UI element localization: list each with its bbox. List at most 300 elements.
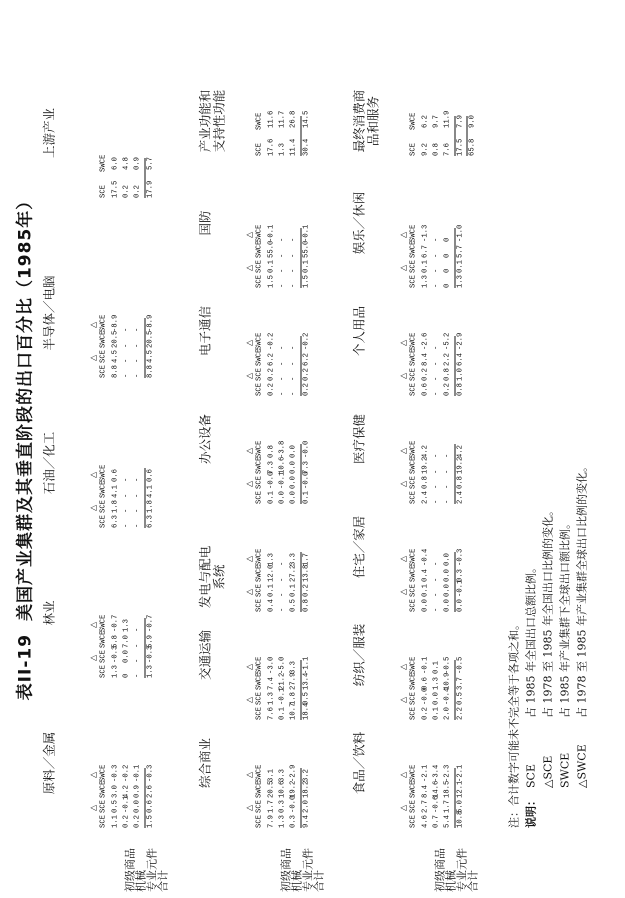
table-cell: -2.3 bbox=[443, 764, 451, 782]
table-row bbox=[110, 548, 121, 678]
table-cell: 3.3 bbox=[289, 661, 297, 674]
table-cell: 0.6 bbox=[421, 677, 429, 690]
grand-total-cell: 9.0 bbox=[468, 115, 476, 128]
total-cell: 1.3 bbox=[146, 665, 154, 678]
table-cell: 1.3 bbox=[267, 553, 275, 566]
row-label: 专业元件 bbox=[145, 848, 158, 892]
table-cell: -2.6 bbox=[421, 332, 429, 350]
total-cell: 0.0 bbox=[456, 599, 464, 612]
total-cell: 19.2 bbox=[456, 456, 464, 474]
table-cell: - bbox=[432, 268, 440, 273]
total-cell: 17.5 bbox=[456, 138, 464, 156]
cluster-name: 上游产业 bbox=[41, 108, 56, 159]
total-cell: 30.4 bbox=[302, 138, 310, 156]
table-cell: -0.1 bbox=[133, 764, 141, 782]
table-cell: 5.8 bbox=[111, 635, 119, 648]
total-cell: 6.3 bbox=[146, 515, 154, 528]
column-header: SCE bbox=[255, 143, 263, 156]
row-label: 初级商品 bbox=[433, 848, 446, 892]
table-cell: -0.7 bbox=[111, 614, 119, 632]
total-cell: -0.1 bbox=[302, 224, 310, 242]
column-header: SCE bbox=[409, 584, 417, 597]
row-label: 初级商品 bbox=[279, 848, 292, 892]
legend-key: SCE bbox=[524, 764, 537, 788]
row-label: 机械 bbox=[134, 870, 147, 892]
column-header: SCE bbox=[255, 584, 263, 597]
cluster-name: 半导体／电脑 bbox=[41, 275, 56, 351]
total-cell: -0.2 bbox=[302, 332, 310, 350]
row-label: 合计 bbox=[156, 870, 169, 892]
total-cell: -0.0 bbox=[302, 440, 310, 458]
total-cell: 0.8 bbox=[456, 383, 464, 396]
total-cell: 55.0 bbox=[302, 240, 310, 258]
table-cell: - bbox=[443, 469, 451, 474]
table-cell: - bbox=[289, 391, 297, 396]
table-cell: 0.0 bbox=[278, 491, 286, 504]
column-header: SCE bbox=[255, 599, 263, 612]
table-row bbox=[110, 398, 121, 528]
delta-icon: △ bbox=[88, 354, 97, 361]
table-cell: 27.2 bbox=[289, 564, 297, 582]
table-cell: 55.0 bbox=[267, 240, 275, 258]
table-cell: 0.2 bbox=[122, 815, 130, 828]
table-title: 美国产业集群及其垂直阶段的出口百分比（1985年） bbox=[15, 191, 35, 622]
total-cell: 20.5 bbox=[146, 330, 154, 348]
column-header: SCE bbox=[409, 368, 417, 381]
total-cell: 0.2 bbox=[302, 584, 310, 597]
total-cell: 0.5 bbox=[302, 692, 310, 705]
table-cell: - bbox=[133, 673, 141, 678]
column-headers bbox=[98, 698, 109, 828]
table-cell: 0 bbox=[443, 268, 451, 273]
table-cell: -3.4 bbox=[432, 764, 440, 782]
column-header: SWCE bbox=[255, 656, 263, 674]
table-row bbox=[431, 158, 442, 288]
table-cell: 19.2 bbox=[289, 780, 297, 798]
table-cell: 0.1 bbox=[432, 707, 440, 720]
table-cell: 7.6 bbox=[267, 707, 275, 720]
delta-icon: △ bbox=[88, 321, 97, 328]
table-cell: -0.0 bbox=[267, 471, 275, 489]
table-cell: - bbox=[432, 453, 440, 458]
total-cell: 2.2 bbox=[456, 707, 464, 720]
row-label: 初级商品 bbox=[123, 848, 136, 892]
table-cell: -0.2 bbox=[267, 332, 275, 350]
table-cell: 12.0 bbox=[267, 564, 275, 582]
table-cell: 1.3 bbox=[267, 692, 275, 705]
table-cell: - bbox=[432, 345, 440, 350]
total-cell: 13.4 bbox=[302, 672, 310, 690]
total-cell: -0.5 bbox=[456, 656, 464, 674]
table-cell: 5.4 bbox=[443, 815, 451, 828]
table-cell: 0.1 bbox=[421, 260, 429, 273]
table-cell: - bbox=[432, 253, 440, 258]
column-header: SCE bbox=[99, 815, 107, 828]
column-header: SCE bbox=[255, 815, 263, 828]
table-cell: 1.1 bbox=[111, 815, 119, 828]
table-cell: 0.0 bbox=[289, 445, 297, 458]
total-cell: 0.8 bbox=[302, 599, 310, 612]
table-row bbox=[277, 26, 288, 156]
total-cell: 14.5 bbox=[302, 110, 310, 128]
table-cell: 11.6 bbox=[267, 110, 275, 128]
total-cell: 6.4 bbox=[456, 353, 464, 366]
total-cell: 13.8 bbox=[302, 564, 310, 582]
delta-markers bbox=[88, 698, 98, 828]
table-cell: 4.2 bbox=[421, 445, 429, 458]
table-cell: 8.4 bbox=[421, 353, 429, 366]
column-headers bbox=[254, 158, 265, 288]
column-headers bbox=[98, 68, 109, 198]
table-cell: - bbox=[278, 376, 286, 381]
total-cell: 7.3 bbox=[302, 461, 310, 474]
table-cell: 2.0 bbox=[443, 707, 451, 720]
table-number: 表II-19 bbox=[15, 633, 35, 701]
table-cell: -0.0 bbox=[289, 795, 297, 813]
table-row bbox=[442, 26, 453, 156]
total-cell: 18.4 bbox=[302, 702, 310, 720]
cluster-name: 发电与配电系统 bbox=[197, 545, 226, 609]
delta-icon: △ bbox=[398, 696, 407, 703]
column-headers bbox=[98, 248, 109, 378]
table-cell: -2.9 bbox=[289, 764, 297, 782]
row-labels bbox=[280, 830, 324, 892]
table-cell: - bbox=[278, 268, 286, 273]
total-cell: 1.7 bbox=[302, 553, 310, 566]
table-cell: 0.0 bbox=[133, 800, 141, 813]
table-cell: 21.2 bbox=[278, 672, 286, 690]
table-cell: - bbox=[278, 391, 286, 396]
table-cell: 0.1 bbox=[421, 584, 429, 597]
delta-icon: △ bbox=[244, 696, 253, 703]
column-header: SCE bbox=[255, 692, 263, 705]
column-header: SWCE bbox=[409, 224, 417, 242]
table-row bbox=[266, 158, 277, 288]
total-cell: 10.8 bbox=[456, 810, 464, 828]
total-cell: 0.2 bbox=[302, 383, 310, 396]
table-cell: - bbox=[432, 361, 440, 366]
table-cell: 4.8 bbox=[122, 157, 130, 170]
total-row bbox=[301, 158, 312, 288]
table-cell: 0.0 bbox=[289, 461, 297, 474]
table-cell: 9.2 bbox=[421, 143, 429, 156]
cluster-name: 交通运输 bbox=[197, 630, 212, 681]
table-cell: 6.7 bbox=[421, 245, 429, 258]
table-cell: 0.1 bbox=[267, 491, 275, 504]
row-label: 机械 bbox=[444, 870, 457, 892]
table-cell: - bbox=[432, 283, 440, 288]
total-cell: 8.8 bbox=[146, 365, 154, 378]
total-cell: 2.0 bbox=[302, 800, 310, 813]
table-cell: 7.6 bbox=[443, 143, 451, 156]
total-cell: 0.6 bbox=[146, 469, 154, 482]
table-cell: 1.8 bbox=[111, 500, 119, 513]
column-header: SWCE bbox=[99, 480, 107, 498]
column-header: SCE bbox=[409, 692, 417, 705]
table-cell: 0.0 bbox=[443, 553, 451, 566]
table-cell: 0.9 bbox=[133, 785, 141, 798]
delta-icon: △ bbox=[398, 231, 407, 238]
table-row bbox=[442, 158, 453, 288]
table-cell: 0.1 bbox=[278, 707, 286, 720]
column-header: SWCE bbox=[409, 112, 417, 130]
table-cell: 0.7 bbox=[432, 815, 440, 828]
delta-markers bbox=[398, 158, 408, 288]
cluster-name: 综合商业 bbox=[197, 738, 212, 789]
total-cell: 5.7 bbox=[456, 245, 464, 258]
legend-line-2 bbox=[539, 28, 556, 828]
table-cell: - bbox=[432, 607, 440, 612]
table-cell: 3.3 bbox=[278, 769, 286, 782]
table-cell: 8.4 bbox=[421, 785, 429, 798]
table-cell: 1.3 bbox=[432, 677, 440, 690]
table-cell: - bbox=[133, 508, 141, 513]
delta-icon: △ bbox=[244, 372, 253, 379]
row-label: 合计 bbox=[466, 870, 479, 892]
legend-key: SWCE bbox=[558, 752, 571, 788]
column-header: SCE bbox=[409, 275, 417, 288]
table-cell: -0.3 bbox=[111, 764, 119, 782]
delta-icon: △ bbox=[398, 447, 407, 454]
delta-icon: △ bbox=[244, 339, 253, 346]
table-cell: - bbox=[289, 268, 297, 273]
table-cell: 0.3 bbox=[289, 815, 297, 828]
table-cell: 0.8 bbox=[443, 368, 451, 381]
total-cell: -0.3 bbox=[146, 764, 154, 782]
table-cell: 11.7 bbox=[278, 110, 286, 128]
table-cell: -2.1 bbox=[421, 764, 429, 782]
delta-icon: △ bbox=[244, 231, 253, 238]
table-cell: 0.2 bbox=[267, 383, 275, 396]
column-headers bbox=[98, 398, 109, 528]
table-row bbox=[420, 26, 431, 156]
table-row bbox=[288, 26, 299, 156]
column-header: SWCE bbox=[409, 332, 417, 350]
row-labels bbox=[124, 830, 168, 892]
cluster-name: 办公设备 bbox=[197, 414, 212, 465]
cluster-name: 住宅／家居 bbox=[351, 515, 366, 579]
delta-icon: △ bbox=[398, 663, 407, 670]
table-cell: - bbox=[133, 343, 141, 348]
table-row bbox=[132, 698, 143, 828]
table-row bbox=[110, 698, 121, 828]
table-row bbox=[431, 26, 442, 156]
total-cell: 1.5 bbox=[302, 275, 310, 288]
column-header: SCE bbox=[99, 665, 107, 678]
column-header: SWCE bbox=[409, 548, 417, 566]
delta-icon: △ bbox=[244, 771, 253, 778]
table-row bbox=[121, 548, 132, 678]
table-cell: 6.0 bbox=[111, 157, 119, 170]
total-cell: -2.1 bbox=[456, 764, 464, 782]
table-cell: -0.0 bbox=[421, 687, 429, 705]
grand-total-cell: 65.8 bbox=[468, 138, 476, 156]
delta-icon: △ bbox=[244, 447, 253, 454]
delta-icon: △ bbox=[244, 588, 253, 595]
table-cell: - bbox=[443, 499, 451, 504]
column-header: SWCE bbox=[409, 656, 417, 674]
table-cell: -8.9 bbox=[111, 314, 119, 332]
table-cell: 7.0 bbox=[122, 635, 130, 648]
column-header: SWCE bbox=[255, 112, 263, 130]
table-cell: 0.1 bbox=[267, 260, 275, 273]
column-header: SCE bbox=[409, 800, 417, 813]
cluster-name: 娱乐／休闲 bbox=[351, 191, 366, 255]
column-header: SWCE bbox=[99, 764, 107, 782]
column-header: SCE bbox=[255, 476, 263, 489]
table-row bbox=[132, 398, 143, 528]
table-row bbox=[420, 158, 431, 288]
table-cell: 17.5 bbox=[111, 180, 119, 198]
total-row bbox=[455, 26, 466, 156]
table-cell: - bbox=[133, 327, 141, 332]
legend-line-1 bbox=[522, 28, 539, 828]
table-cell: - bbox=[432, 499, 440, 504]
column-header: SCE bbox=[99, 650, 107, 663]
table-cell: 0.4 bbox=[421, 569, 429, 582]
legend-text: 占 1985 年全国出口总额比例。 bbox=[524, 562, 537, 718]
table-cell: - bbox=[133, 627, 141, 632]
table-cell: - bbox=[122, 343, 130, 348]
delta-icon: △ bbox=[244, 264, 253, 271]
table-cell: - bbox=[278, 561, 286, 566]
total-cell: 2.6 bbox=[146, 785, 154, 798]
delta-icon: △ bbox=[244, 480, 253, 487]
total-cell: 3.2 bbox=[302, 769, 310, 782]
column-header: SCE bbox=[99, 515, 107, 528]
column-header: SCE bbox=[99, 800, 107, 813]
column-header: SCE bbox=[255, 707, 263, 720]
total-row bbox=[145, 68, 156, 198]
table-cell: 0.0 bbox=[289, 476, 297, 489]
legend-key: △SWCE bbox=[575, 744, 588, 788]
total-row bbox=[301, 26, 312, 156]
table-cell: 1.3 bbox=[111, 665, 119, 678]
table-cell: 7.9 bbox=[267, 815, 275, 828]
table-cell: 0.2 bbox=[133, 185, 141, 198]
table-row bbox=[121, 248, 132, 378]
column-header: SCE bbox=[255, 800, 263, 813]
table-cell: - bbox=[432, 391, 440, 396]
table-cell: 18.5 bbox=[443, 780, 451, 798]
table-cell: - bbox=[278, 592, 286, 597]
table-row bbox=[121, 68, 132, 198]
row-label: 机械 bbox=[290, 870, 303, 892]
table-cell: -5.0 bbox=[278, 656, 286, 674]
delta-markers bbox=[88, 548, 98, 678]
column-header: SWCE bbox=[409, 764, 417, 782]
table-cell: -1.3 bbox=[421, 224, 429, 242]
table-cell: 0.9 bbox=[133, 157, 141, 170]
column-header: SWCE bbox=[255, 548, 263, 566]
table-cell: 3.3 bbox=[289, 553, 297, 566]
table-cell: 0.2 bbox=[122, 185, 130, 198]
column-header: SCE bbox=[409, 260, 417, 273]
total-row bbox=[455, 158, 466, 288]
table-row bbox=[132, 548, 143, 678]
total-cell: 9.4 bbox=[302, 815, 310, 828]
column-header: SCE bbox=[99, 500, 107, 513]
table-cell: 0.6 bbox=[111, 469, 119, 482]
delta-icon: △ bbox=[88, 471, 97, 478]
table-cell: 1.8 bbox=[289, 692, 297, 705]
total-cell: 0.5 bbox=[456, 692, 464, 705]
table-cell: - bbox=[278, 283, 286, 288]
delta-icon: △ bbox=[244, 555, 253, 562]
column-header: SWCE bbox=[255, 440, 263, 458]
table-cell: 1.3 bbox=[278, 143, 286, 156]
column-headers bbox=[254, 26, 265, 156]
table-cell: - bbox=[289, 376, 297, 381]
table-row bbox=[266, 26, 277, 156]
table-cell: 19.2 bbox=[421, 456, 429, 474]
cluster-name: 个人用品 bbox=[351, 306, 366, 357]
column-header: SWCE bbox=[255, 332, 263, 350]
table-cell: 4.6 bbox=[421, 815, 429, 828]
total-cell: -0.7 bbox=[146, 614, 154, 632]
table-cell: 1.3 bbox=[122, 619, 130, 632]
column-header: SWCE bbox=[409, 780, 417, 798]
total-cell: 4.5 bbox=[146, 350, 154, 363]
delta-icon: △ bbox=[398, 372, 407, 379]
delta-icon: △ bbox=[88, 771, 97, 778]
table-cell: -3.0 bbox=[267, 656, 275, 674]
table-cell: 0.5 bbox=[289, 599, 297, 612]
table-cell: 0.0 bbox=[432, 692, 440, 705]
column-header: SWCE bbox=[99, 614, 107, 632]
table-cell: - bbox=[289, 283, 297, 288]
table-cell: - bbox=[432, 484, 440, 489]
column-header: SCE bbox=[255, 275, 263, 288]
table-cell: 10.6 bbox=[278, 780, 286, 798]
column-header: SWCE bbox=[255, 564, 263, 582]
cluster-name: 最终消费商品和服务 bbox=[351, 89, 380, 153]
table-cell: -0.1 bbox=[278, 471, 286, 489]
table-cell: 0.5 bbox=[111, 800, 119, 813]
table-cell: 20.5 bbox=[267, 780, 275, 798]
column-header: SWCE bbox=[99, 154, 107, 172]
cluster-name: 石油／化工 bbox=[41, 431, 56, 495]
table-cell: 7.3 bbox=[267, 461, 275, 474]
table-cell: - bbox=[289, 253, 297, 258]
delta-icon: △ bbox=[244, 663, 253, 670]
cluster-name: 原料／金属 bbox=[41, 731, 56, 795]
table-cell: 6.3 bbox=[111, 515, 119, 528]
cluster-name: 食品／饮料 bbox=[351, 731, 366, 795]
table-cell: - bbox=[278, 607, 286, 612]
table-cell: 6.2 bbox=[267, 353, 275, 366]
table-cell: -3.8 bbox=[278, 440, 286, 458]
table-cell: -0.4 bbox=[443, 687, 451, 705]
total-cell: -2.9 bbox=[456, 332, 464, 350]
table-cell: 0.8 bbox=[267, 445, 275, 458]
table-cell: 0.2 bbox=[133, 815, 141, 828]
delta-icon: △ bbox=[398, 264, 407, 271]
table-cell: 26.8 bbox=[289, 110, 297, 128]
total-cell: 3.7 bbox=[456, 677, 464, 690]
table-cell: 0.1 bbox=[432, 661, 440, 674]
total-row bbox=[145, 248, 156, 378]
cluster-name: 国防 bbox=[197, 210, 212, 236]
table-cell: 1.3 bbox=[421, 275, 429, 288]
table-cell: - bbox=[133, 358, 141, 363]
column-headers bbox=[98, 548, 109, 678]
table-cell: -0.5 bbox=[443, 656, 451, 674]
total-cell: 17.9 bbox=[146, 180, 154, 198]
table-cell: 0.2 bbox=[267, 368, 275, 381]
table-cell: 0.3 bbox=[278, 800, 286, 813]
total-cell: 0.6 bbox=[146, 800, 154, 813]
